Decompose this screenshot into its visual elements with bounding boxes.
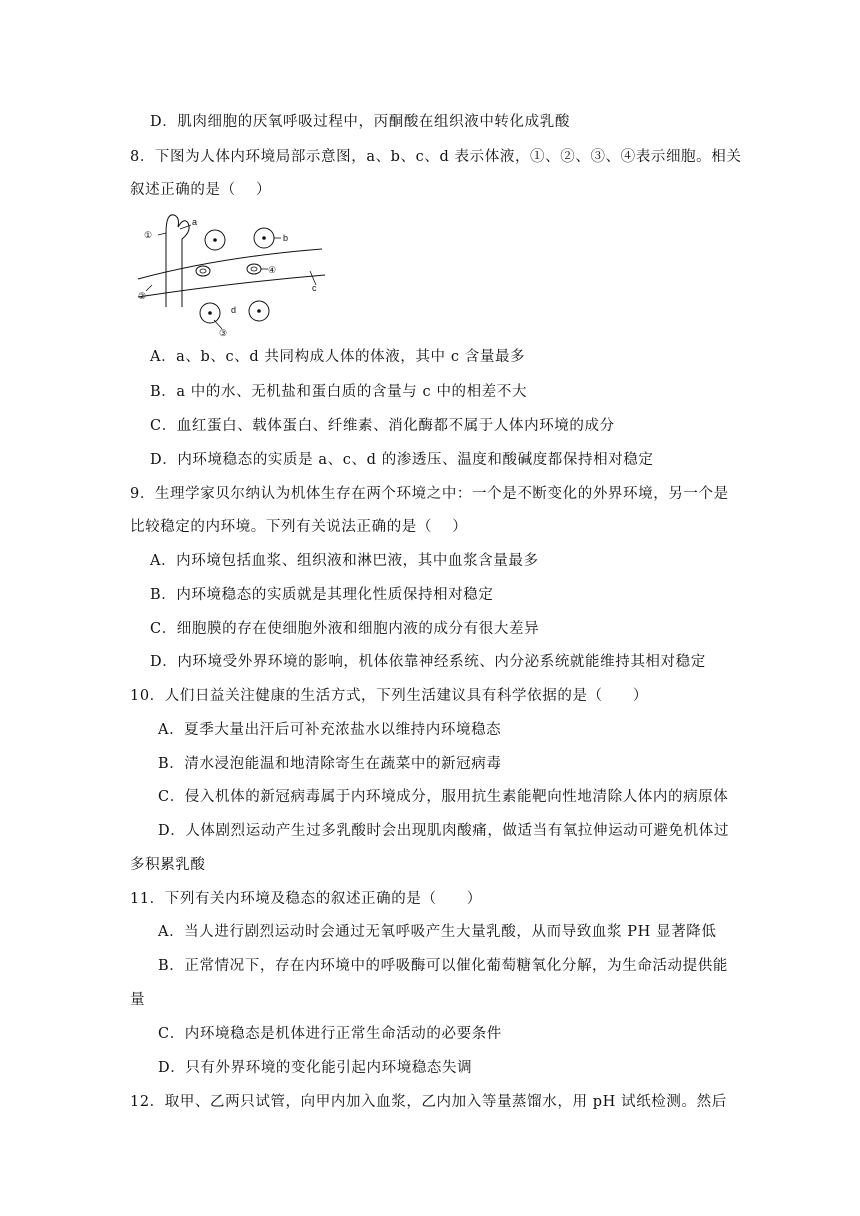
q10-option-a: A．夏季大量出汗后可补充浓盐水以维持内环境稳态 — [158, 722, 502, 738]
q8-option-b: B．a 中的水、无机盐和蛋白质的含量与 c 中的相差不大 — [150, 384, 528, 400]
label-cell-3: ③ — [219, 328, 228, 338]
q11-option-b-cont: 量 — [130, 992, 146, 1008]
label-c: c — [312, 283, 317, 293]
q9-option-a: A．内环境包括血浆、组织液和淋巴液，其中血浆含量最多 — [150, 553, 539, 569]
q8-option-a: A．a、b、c、d 共同构成人体的体液，其中 c 含量最多 — [150, 349, 526, 365]
q11-option-a: A．当人进行剧烈运动时会通过无氧呼吸产生大量乳酸，从而导致血浆 PH 显著降低 — [158, 924, 717, 940]
label-d: d — [231, 305, 237, 315]
q10-option-d: D．人体剧烈运动产生过多乳酸时会出现肌肉酸痛，做适当有氧拉伸运动可避免机体过 — [158, 823, 729, 839]
q9-option-b: B．内环境稳态的实质就是其理化性质保持相对稳定 — [150, 587, 494, 603]
lymph-capillary — [166, 215, 189, 307]
q8-stem: 8．下图为人体内环境局部示意图，a、b、c、d 表示体液，①、②、③、④表示细胞。相关 — [130, 149, 742, 165]
q9-option-c: C．细胞膜的存在使细胞外液和细胞内液的成分有很大差异 — [150, 621, 540, 637]
q8-option-d: D．内环境稳态的实质是 a、c、d 的渗透压、温度和酸碱度都保持相对稳定 — [150, 452, 654, 468]
label-b: b — [283, 233, 289, 243]
q10-stem: 10．人们日益关注健康的生活方式，下列生活建议具有科学依据的是（ ） — [130, 688, 648, 704]
q10-option-d-cont: 多积累乳酸 — [130, 857, 206, 873]
q10-option-b: B．清水浸泡能温和地清除寄生在蔬菜中的新冠病毒 — [158, 756, 502, 772]
blood-cell — [247, 264, 261, 274]
q11-stem: 11．下列有关内环境及稳态的叙述正确的是（ ） — [130, 891, 482, 907]
label-cell-2: ② — [138, 291, 147, 301]
q11-option-c: C．内环境稳态是机体进行正常生命活动的必要条件 — [158, 1026, 502, 1042]
q9-stem: 9．生理学家贝尔纳认为机体生存在两个环境之中：一个是不断变化的外界环境，另一个是 — [130, 486, 729, 502]
q12-stem: 12．取甲、乙两只试管，向甲内加入血浆，乙内加入等量蒸馏水，用 pH 试纸检测。然后 — [130, 1094, 727, 1110]
label-cell-1: ① — [144, 230, 153, 240]
q10-option-c: C．侵入机体的新冠病毒属于内环境成分，服用抗生素能靶向性地清除人体内的病原体 — [158, 789, 729, 805]
q7-option-d: D．肌肉细胞的厌氧呼吸过程中，丙酮酸在组织液中转化成乳酸 — [150, 114, 570, 130]
q11-option-b: B．正常情况下，存在内环境中的呼吸酶可以催化葡萄糖氧化分解，为生命活动提供能 — [158, 958, 728, 974]
q9-stem-cont: 比较稳定的内环境。下列有关说法正确的是（ ） — [130, 519, 468, 535]
label-cell-4: ④ — [268, 265, 277, 275]
q8-option-c: C．血红蛋白、载体蛋白、纤维素、消化酶都不属于人体内环境的成分 — [150, 418, 615, 434]
q8-stem-cont: 叙述正确的是（ ） — [130, 182, 272, 198]
q11-option-d: D．只有外界环境的变化能引起内环境稳态失调 — [158, 1060, 473, 1076]
label-a: a — [192, 217, 198, 227]
body-fluid-diagram — [130, 205, 330, 340]
blood-cell — [196, 266, 210, 276]
q9-option-d: D．内环境受外界环境的影响，机体依靠神经系统、内分泌系统就能维持其相对稳定 — [150, 654, 706, 670]
